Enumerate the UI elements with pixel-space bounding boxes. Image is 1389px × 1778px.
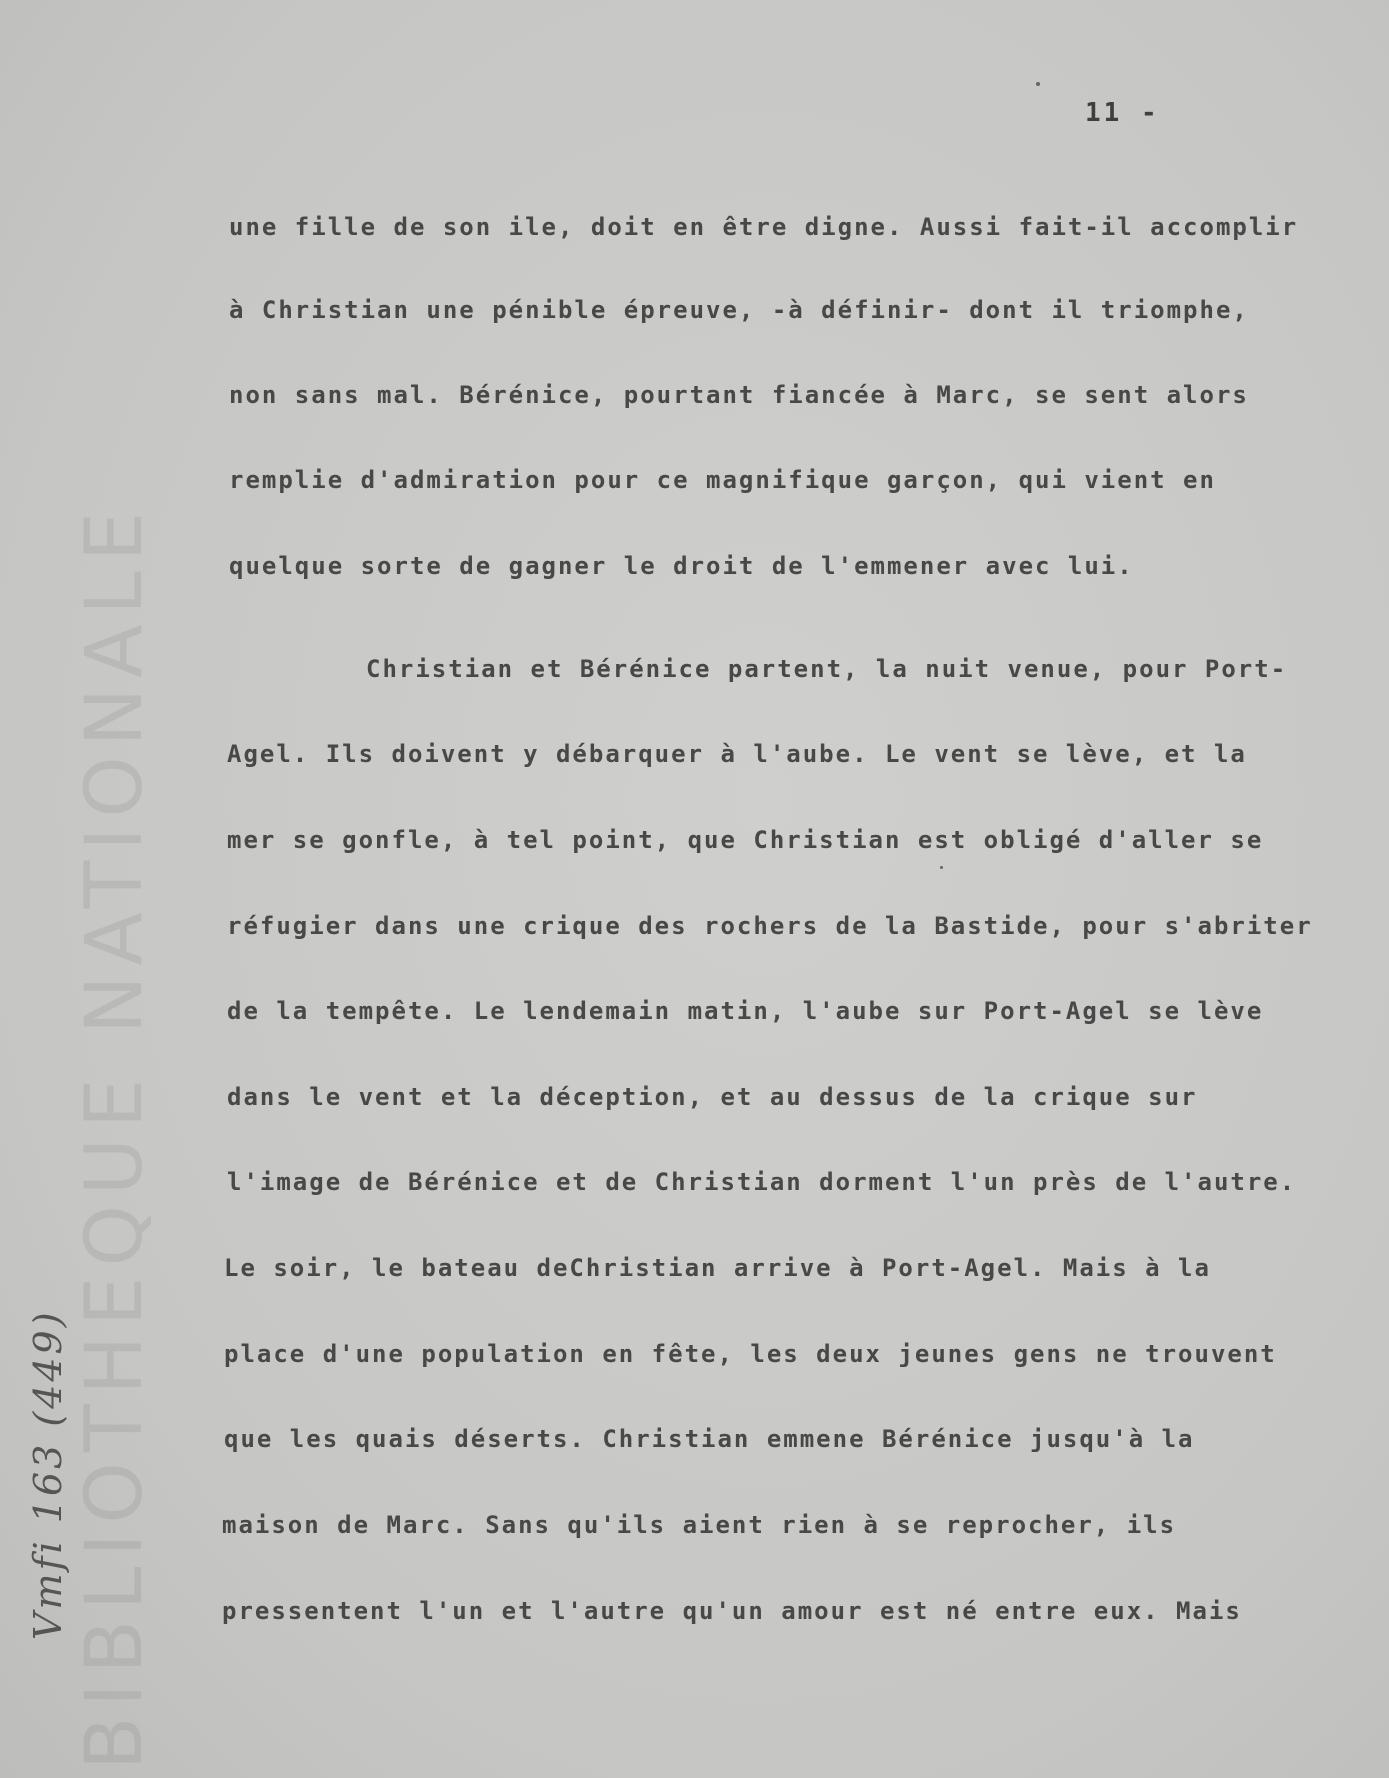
typed-line: mer se gonfle, à tel point, que Christian est obligé d'aller se xyxy=(227,826,1264,854)
typed-line: que les quais déserts. Christian emmene Bérénice jusqu'à la xyxy=(224,1425,1195,1453)
ink-speck xyxy=(940,866,943,869)
typed-line: à Christian une pénible épreuve, -à définir- dont il triomphe, xyxy=(229,296,1249,324)
typed-line: pressentent l'un et l'autre qu'un amour est né entre eux. Mais xyxy=(222,1597,1242,1625)
typed-line: maison de Marc. Sans qu'ils aient rien à se reprocher, ils xyxy=(222,1511,1177,1539)
typed-line: Le soir, le bateau deChristian arrive à Port-Agel. Mais à la xyxy=(224,1254,1211,1282)
page-number: 11 - xyxy=(1085,98,1160,128)
typed-line: place d'une population en fête, les deux jeunes gens ne trouvent xyxy=(224,1340,1277,1368)
typed-line: non sans mal. Bérénice, pourtant fiancée à Marc, se sent alors xyxy=(229,381,1249,409)
typed-line: dans le vent et la déception, et au dessus de la crique sur xyxy=(227,1083,1198,1111)
archive-call-number: Vmfi 163 (449) xyxy=(26,1309,70,1640)
typed-line: l'image de Bérénice et de Christian dorment l'un près de l'autre. xyxy=(227,1168,1297,1196)
typed-line: Agel. Ils doivent y débarquer à l'aube. Le vent se lève, et la xyxy=(227,740,1247,768)
typed-line: une fille de son ile, doit en être digne. Aussi fait-il accomplir xyxy=(229,213,1299,241)
margin-watermark: BIBLIOTHEQUE NATIONALE xyxy=(70,501,160,1770)
typed-line: réfugier dans une crique des rochers de la Bastide, pour s'abriter xyxy=(227,912,1313,940)
typed-line: quelque sorte de gagner le droit de l'emmener avec lui. xyxy=(229,552,1134,580)
typed-line: de la tempête. Le lendemain matin, l'aube sur Port-Agel se lève xyxy=(227,997,1264,1025)
typed-line: Christian et Bérénice partent, la nuit venue, pour Port- xyxy=(366,655,1288,683)
ink-speck xyxy=(1036,82,1040,86)
typed-line: remplie d'admiration pour ce magnifique garçon, qui vient en xyxy=(229,466,1216,494)
